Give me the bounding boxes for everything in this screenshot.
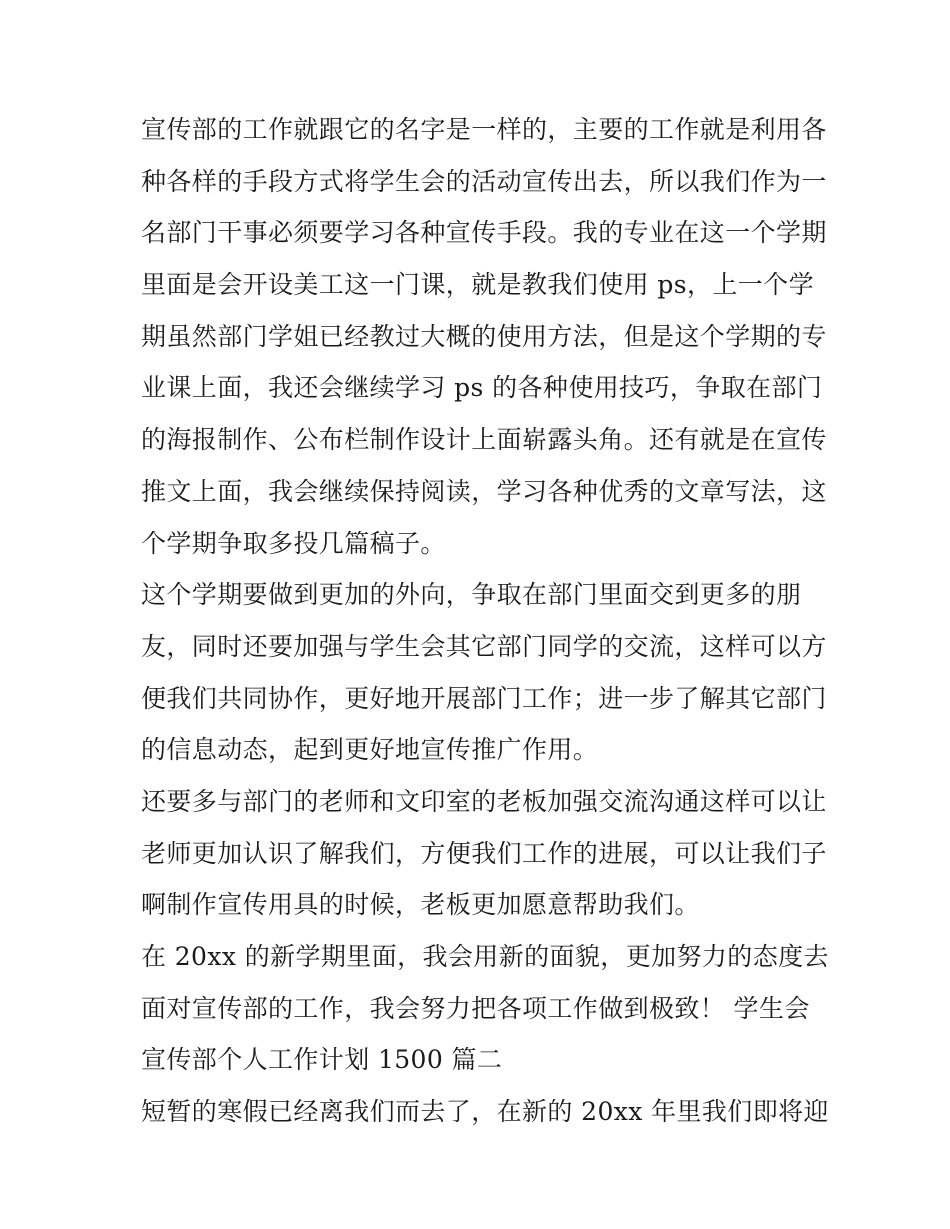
text-line: 面对宣传部的工作，我会努力把各项工作做到极致！ 学生会 (141, 993, 810, 1023)
text-line: 期虽然部门学姐已经教过大概的使用方法，但是这个学期的专 (141, 321, 827, 351)
section-heading: 宣传部个人工作计划 1500 篇二 (141, 1045, 503, 1075)
text-line: 个学期争取多投几篇稿子。 (141, 528, 446, 558)
text-line: 宣传部的工作就跟它的名字是一样的，主要的工作就是利用各 (141, 115, 827, 144)
body-text (141, 104, 829, 1138)
text-line: 还要多与部门的老师和文印室的老板加强交流沟通这样可以让 (141, 786, 827, 816)
text-line: 的海报制作、公布栏制作设计上面崭露头角。还有就是在宣传 (141, 425, 827, 455)
text-line: 这个学期要做到更加的外向，争取在部门里面交到更多的朋 (141, 580, 802, 610)
text-line: 啊制作宣传用具的时候，老板更加愿意帮助我们。 (141, 890, 700, 920)
text-line: 老师更加认识了解我们，方便我们工作的进展，可以让我们子 (141, 838, 827, 868)
text-line: 里面是会开设美工这一门课，就是教我们使用 ps，上一个学 (141, 270, 814, 300)
text-line: 业课上面，我还会继续学习 ps 的各种使用技巧，争取在部门 (141, 373, 823, 403)
text-line: 便我们共同协作，更好地开展部门工作；进一步了解其它部门 (141, 683, 827, 713)
text-line: 在 20xx 的新学期里面，我会用新的面貌，更加努力的态度去 (141, 942, 829, 971)
text-line: 的信息动态，起到更好地宣传推广作用。 (141, 735, 599, 765)
text-line: 友，同时还要加强与学生会其它部门同学的交流，这样可以方 (141, 631, 827, 661)
text-line: 短暂的寒假已经离我们而去了，在新的 20xx 年里我们即将迎 (141, 1097, 829, 1127)
text-line: 名部门干事必须要学习各种宣传手段。我的专业在这一个学期 (141, 218, 827, 248)
text-line: 推文上面，我会继续保持阅读，学习各种优秀的文章写法，这 (141, 476, 827, 506)
text-line: 种各样的手段方式将学生会的活动宣传出去，所以我们作为一 (141, 166, 827, 196)
